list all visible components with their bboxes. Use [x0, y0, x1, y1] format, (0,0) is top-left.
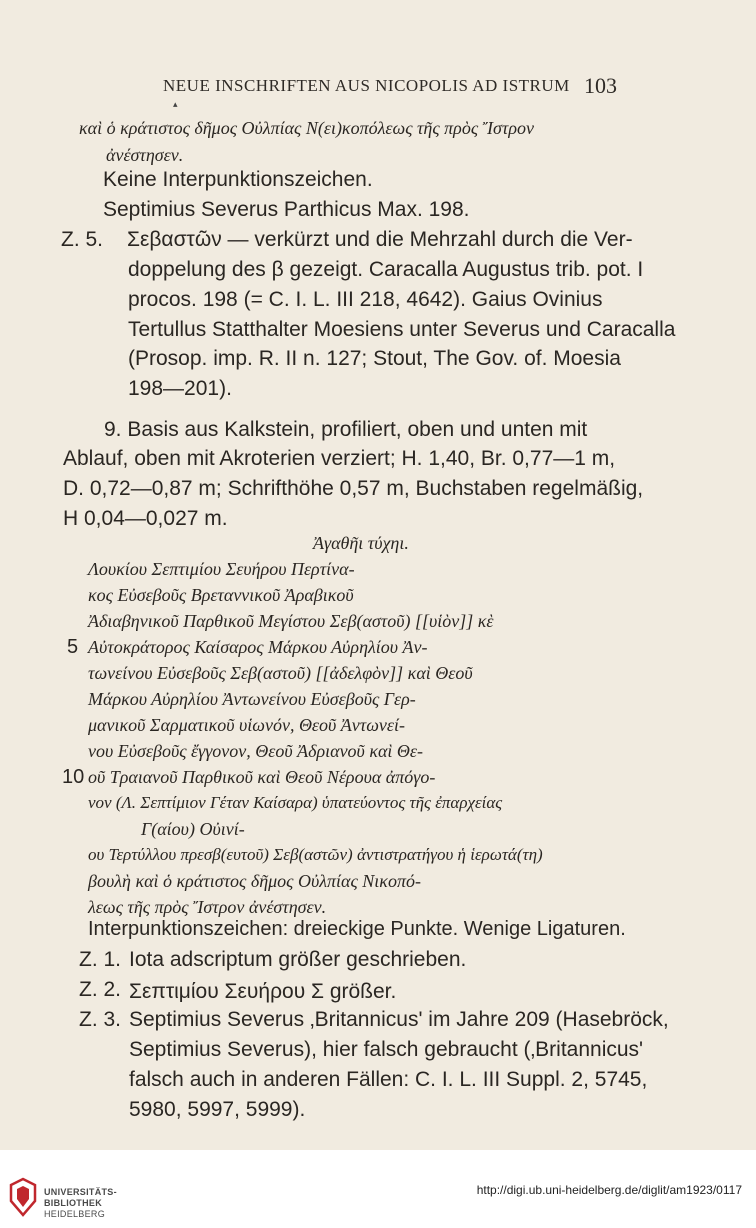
description-line: H 0,04—0,027 m. — [63, 507, 228, 530]
inscription-line: βουλὴ καὶ ὁ κράτιστος δῆμος Οὐλπίας Νικοπό- — [88, 871, 421, 891]
commentary-line: Septimius Severus Parthicus Max. 198. — [103, 198, 470, 221]
logo-text-line: HEIDELBERG — [44, 1209, 106, 1219]
commentary-line: Septimius Severus), hier falsch gebraucht (‚Britannicus' — [129, 1038, 644, 1061]
description-line: 9. Basis aus Kalkstein, profiliert, oben und unten mit — [104, 418, 588, 441]
commentary-line: Tertullus Statthalter Moesiens unter Severus und Caracalla — [128, 318, 676, 341]
line-note-label: Z. 2. — [79, 978, 122, 1001]
inscription-line: κος Εὐσεβοῦς Βρεταννικοῦ Ἀραβικοῦ — [88, 585, 354, 605]
inscription-line: ου Τερτύλλου πρεσβ(ευτοῦ) Σεβ(αστῶν) ἀντιστρατήγου ἡ ἱερωτά(τη) — [88, 845, 543, 864]
commentary-line: Septimius Severus ‚Britannicus' im Jahre 209 (Hasebröck, — [129, 1008, 669, 1031]
inscription-line: Γ(αίου) Οὐινί- — [141, 819, 245, 839]
inscription-line: νον (Λ. Σεπτίμιον Γέταν Καίσαρα) ὑπατεύοντος τῆς ἐπαρχείας — [88, 793, 503, 812]
commentary-line: falsch auch in anderen Fällen: C. I. L. III Suppl. 2, 5745, — [129, 1068, 648, 1091]
commentary-line: procos. 198 (= C. I. L. III 218, 4642). Gaius Ovinius — [128, 288, 603, 311]
inscription-line: οῦ Τραιανοῦ Παρθικοῦ καὶ Θεοῦ Νέρουα ἀπόγο- — [88, 767, 436, 787]
line-note-label: Z. 3. — [79, 1008, 122, 1031]
inscription-line: Αὐτοκράτορος Καίσαρος Μάρκου Αὐρηλίου Ἀν- — [88, 637, 428, 657]
greek-text-line: ἀνέστησεν. — [106, 145, 184, 165]
line-number: 5 — [67, 636, 79, 658]
greek-text-line: καὶ ὁ κράτιστος δῆμος Οὐλπίας Ν(ει)κοπόλεως τῆς πρὸς Ἴστρον — [79, 118, 534, 138]
commentary-line: Iota adscriptum größer geschrieben. — [129, 948, 467, 971]
line-number: 10 — [62, 766, 85, 788]
inscription-line: μανικοῦ Σαρματικοῦ υἱωνόν, Θεοῦ Ἀντωνεί- — [88, 715, 406, 735]
inscription-line: λεως τῆς πρὸς Ἴστρον ἀνέστησεν. — [88, 897, 327, 917]
inscription-line: Λουκίου Σεπτιμίου Σευήρου Περτίνα- — [88, 559, 355, 579]
commentary-line: 198—201). — [128, 377, 232, 400]
commentary-line: Interpunktionszeichen: dreieckige Punkte. Wenige Ligaturen. — [88, 918, 626, 940]
inscription-heading: Ἀγαθῆι τύχηι. — [313, 533, 409, 553]
commentary-line: doppelung des β gezeigt. Caracalla Augustus trib. pot. I — [128, 258, 644, 281]
commentary-line: Keine Interpunktionszeichen. — [103, 168, 373, 191]
running-title: NEUE INSCHRIFTEN AUS NICOPOLIS AD ISTRUM — [163, 76, 570, 95]
logo-text-line: BIBLIOTHEK — [44, 1198, 102, 1208]
logo-text-line: UNIVERSITÄTS- — [44, 1187, 117, 1197]
inscription-line: Μάρκου Αὐρηλίου Ἀντωνείνου Εὐσεβοῦς Γερ- — [88, 689, 416, 709]
library-logo-icon — [8, 1177, 38, 1217]
description-line: Ablauf, oben mit Akroterien verziert; H. 1,40, Br. 0,77—1 m, — [63, 447, 616, 470]
line-note-label: Z. 1. — [79, 948, 122, 971]
commentary-line: 5980, 5997, 5999). — [129, 1098, 306, 1121]
commentary-line: (Prosop. imp. R. II n. 127; Stout, The Gov. of. Moesia — [128, 347, 621, 370]
description-line: D. 0,72—0,87 m; Schrifthöhe 0,57 m, Buchstaben regelmäßig, — [63, 477, 644, 500]
page-number: 103 — [584, 73, 617, 98]
commentary-line: Σεβαστῶν — verkürzt und die Mehrzahl durch die Ver- — [127, 228, 633, 251]
commentary-line: Σεπτιμίου Σευήρου Σ größer. — [129, 980, 397, 1003]
printer-mark: ▴ — [173, 99, 178, 109]
inscription-line: τωνείνου Εὐσεβοῦς Σεβ(αστοῦ) [[ἀδελφὸν]] καὶ Θεοῦ — [88, 663, 473, 683]
line-note-label: Z. 5. — [61, 228, 104, 251]
source-url-link[interactable]: http://digi.ub.uni-heidelberg.de/diglit/am1923/0117 — [476, 1183, 742, 1197]
inscription-line: Ἀδιαβηνικοῦ Παρθικοῦ Μεγίστου Σεβ(αστοῦ) [[υἱὸν]] κὲ — [88, 611, 494, 631]
inscription-line: νου Εὐσεβοῦς ἔγγονον, Θεοῦ Ἀδριανοῦ καὶ Θε- — [88, 741, 423, 761]
